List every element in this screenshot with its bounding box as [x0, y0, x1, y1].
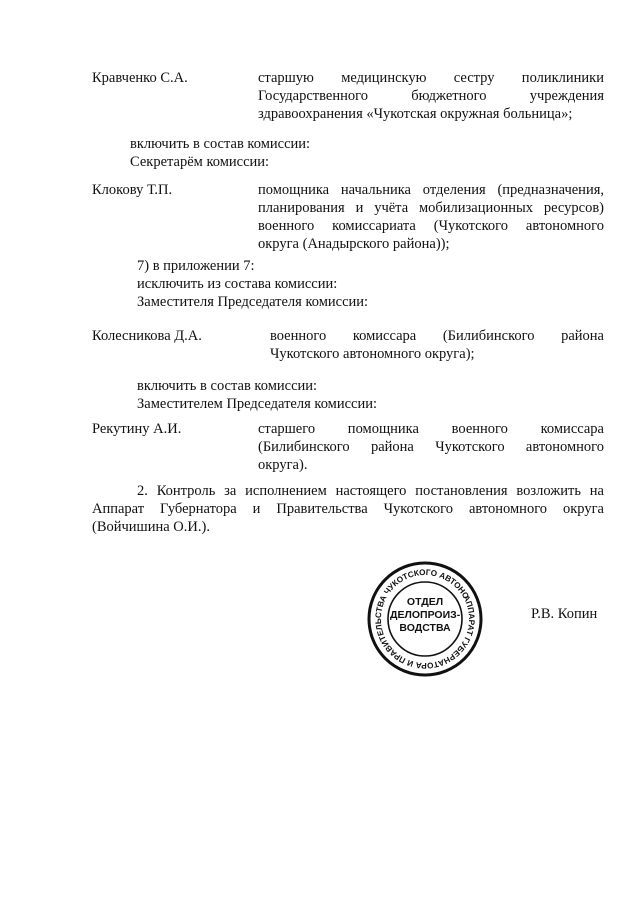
stamp-ring-text: АППАРАТ ГУБЕРНАТОРА И ПРАВИТЕЛЬСТВА ЧУКОТСКОГО АВТОНОМНОГО — [373, 567, 477, 671]
desc-line: округа (Анадырского района)); — [258, 236, 450, 252]
stamp-center-text — [390, 596, 460, 635]
desc-line: старшую медицинскую сестру поликлиники — [258, 70, 604, 86]
member-description — [258, 69, 604, 123]
instruction-line: включить в состав комиссии: — [130, 136, 311, 152]
desc-line: помощника начальника отделения (предназначения, — [258, 182, 604, 198]
desc-line: округа). — [258, 457, 308, 473]
instruction-line: Заместителем Председателя комиссии: — [137, 396, 378, 412]
desc-line: (Билибинского района Чукотского автономного — [258, 439, 604, 455]
paragraph-line: Аппарат Губернатора и Правительства Чукотского автономного округа — [92, 501, 604, 517]
member-name: Колесникова Д.А. — [92, 328, 202, 344]
stamp-line: ДЕЛОПРОИЗ- — [390, 609, 461, 621]
desc-line: здравоохранения «Чукотская окружная больница»; — [258, 106, 573, 122]
member-description — [258, 420, 604, 474]
stamp-line: ВОДСТВА — [399, 622, 451, 634]
stamp-line: ОТДЕЛ — [406, 596, 444, 608]
desc-line: планирования и учёта мобилизационных ресурсов) — [258, 200, 604, 216]
paragraph-line: (Войчишина О.И.). — [92, 519, 210, 535]
member-name: Клокову Т.П. — [92, 182, 173, 198]
desc-line: Чукотского автономного округа); — [270, 346, 475, 362]
desc-line: старшего помощника военного комиссара — [258, 421, 604, 437]
desc-line: военного комиссара (Билибинского района — [270, 328, 604, 344]
member-description — [258, 181, 604, 253]
instruction-line: Секретарём комиссии: — [130, 154, 270, 170]
official-stamp — [366, 560, 484, 678]
instruction-line: исключить из состава комиссии: — [137, 276, 338, 292]
signatory-name: Р.В. Копин — [531, 606, 598, 622]
instruction-line: включить в состав комиссии: — [137, 378, 318, 394]
control-paragraph — [92, 482, 604, 536]
instruction-line: 7) в приложении 7: — [137, 258, 255, 274]
member-name: Рекутину А.И. — [92, 421, 182, 437]
desc-line: военного комиссариата (Чукотского автономного — [258, 218, 604, 234]
paragraph-line: 2. Контроль за исполнением настоящего постановления возложить на — [137, 483, 604, 499]
member-description — [270, 327, 604, 363]
instruction-line: Заместителя Председателя комиссии: — [137, 294, 369, 310]
member-name: Кравченко С.А. — [92, 70, 188, 86]
desc-line: Государственного бюджетного учреждения — [258, 88, 604, 104]
